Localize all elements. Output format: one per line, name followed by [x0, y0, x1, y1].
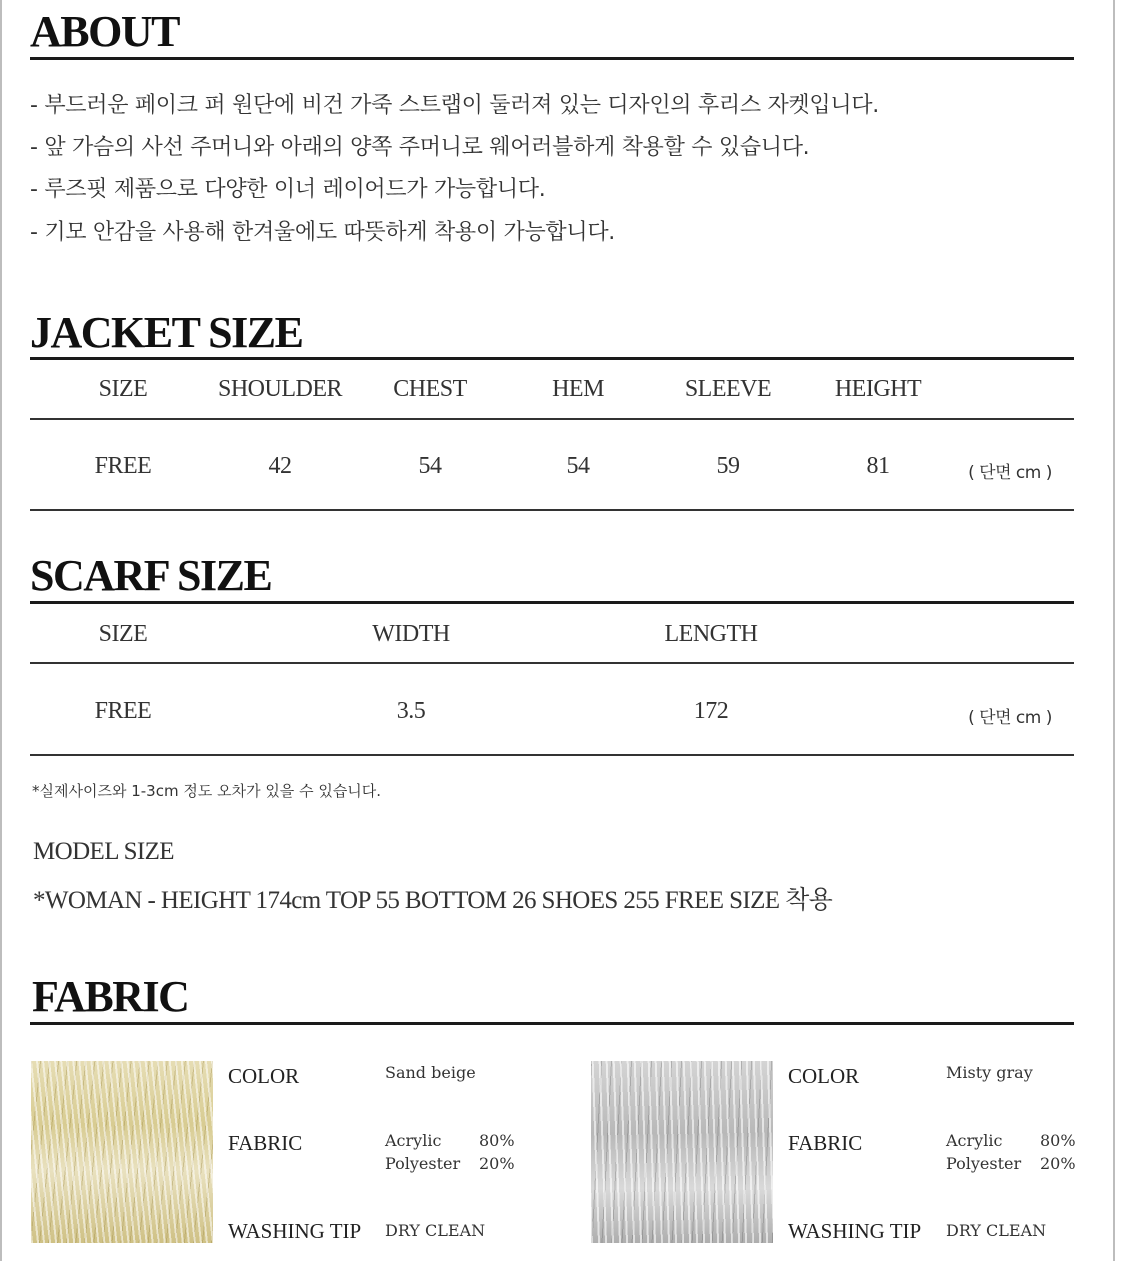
jacket-header-size: SIZE — [98, 376, 148, 402]
scarf-unit: ( 단면 cm ) — [968, 708, 1052, 728]
fabric-title: FABRIC — [32, 972, 189, 1021]
fabric-2-color-label: COLOR — [788, 1064, 860, 1088]
fabric-2-material-1-pct: 80% — [1040, 1131, 1076, 1150]
fabric-1-material-2-name: Polyester — [385, 1154, 461, 1173]
jacket-header-hem: HEM — [552, 376, 604, 402]
jacket-rule-bottom — [30, 509, 1074, 511]
size-note: *실제사이즈와 1-3cm 정도 오차가 있을 수 있습니다. — [32, 782, 382, 800]
jacket-unit: ( 단면 cm ) — [968, 463, 1052, 483]
fabric-2-fabric-label: FABRIC — [788, 1131, 863, 1155]
fabric-1-material-1-pct: 80% — [479, 1131, 515, 1150]
model-size-detail: *WOMAN - HEIGHT 174cm TOP 55 BOTTOM 26 SHOES 255 FREE SIZE 착용 — [33, 887, 833, 914]
jacket-size-title: JACKET SIZE — [30, 308, 303, 357]
model-size-title: MODEL SIZE — [33, 838, 174, 865]
about-line-2: - 앞 가슴의 사선 주머니와 아래의 양쪽 주머니로 웨어러블하게 착용할 수 있습니다. — [30, 135, 810, 160]
jacket-rule-top — [30, 357, 1074, 360]
fabric-1-material-1-name: Acrylic — [385, 1131, 442, 1150]
fabric-1-color-value: Sand beige — [385, 1063, 476, 1082]
left-border — [0, 0, 2, 1261]
scarf-value-width: 3.5 — [396, 698, 426, 724]
fabric-2-material-2-name: Polyester — [946, 1154, 1022, 1173]
about-rule — [30, 57, 1074, 60]
scarf-header-size: SIZE — [98, 621, 148, 647]
jacket-header-chest: CHEST — [393, 376, 467, 402]
jacket-value-shoulder: 42 — [268, 453, 292, 479]
fabric-2-color-value: Misty gray — [946, 1063, 1033, 1082]
fabric-2-material-2-pct: 20% — [1040, 1154, 1076, 1173]
about-line-1: - 부드러운 페이크 퍼 원단에 비건 가죽 스트랩이 둘러져 있는 디자인의 후리스 자켓입니다. — [30, 93, 879, 118]
fabric-2-material-1-name: Acrylic — [946, 1131, 1003, 1150]
about-line-3: - 루즈핏 제품으로 다양한 이너 레이어드가 가능합니다. — [30, 177, 546, 202]
fabric-1-wash-value: DRY CLEAN — [385, 1221, 486, 1240]
jacket-value-sleeve: 59 — [716, 453, 740, 479]
right-border — [1113, 0, 1115, 1261]
scarf-value-size: FREE — [94, 698, 152, 724]
jacket-header-sleeve: SLEEVE — [684, 376, 772, 402]
scarf-header-width: WIDTH — [372, 621, 450, 647]
scarf-value-length: 172 — [693, 698, 729, 724]
jacket-value-height: 81 — [866, 453, 890, 479]
jacket-value-size: FREE — [94, 453, 152, 479]
scarf-size-title: SCARF SIZE — [30, 551, 272, 600]
fabric-1-wash-label: WASHING TIP — [228, 1219, 362, 1243]
misty-gray-fur-swatch — [591, 1061, 773, 1243]
jacket-value-chest: 54 — [418, 453, 442, 479]
about-title: ABOUT — [30, 7, 179, 56]
fabric-2-wash-label: WASHING TIP — [788, 1219, 922, 1243]
scarf-rule-mid — [30, 662, 1074, 664]
jacket-rule-mid — [30, 418, 1074, 420]
scarf-rule-top — [30, 601, 1074, 604]
sand-beige-fur-swatch — [31, 1061, 213, 1243]
fabric-1-fabric-label: FABRIC — [228, 1131, 303, 1155]
scarf-header-length: LENGTH — [664, 621, 758, 647]
scarf-rule-bottom — [30, 754, 1074, 756]
fabric-2-wash-value: DRY CLEAN — [946, 1221, 1047, 1240]
jacket-header-shoulder: SHOULDER — [217, 376, 343, 402]
fabric-rule — [30, 1022, 1074, 1025]
about-line-4: - 기모 안감을 사용해 한겨울에도 따뜻하게 착용이 가능합니다. — [30, 220, 615, 245]
jacket-value-hem: 54 — [566, 453, 590, 479]
fabric-1-color-label: COLOR — [228, 1064, 300, 1088]
fabric-1-material-2-pct: 20% — [479, 1154, 515, 1173]
jacket-header-height: HEIGHT — [834, 376, 922, 402]
